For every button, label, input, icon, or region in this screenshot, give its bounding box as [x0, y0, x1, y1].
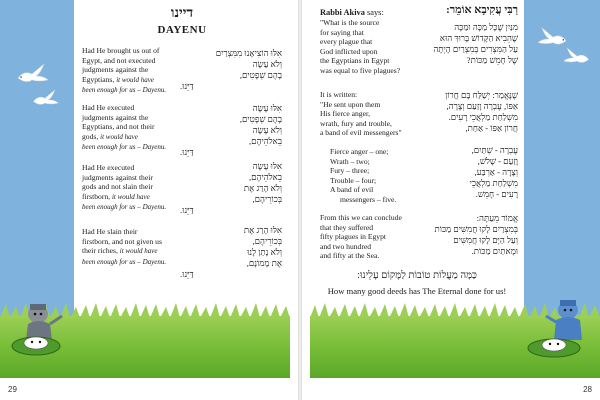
intro-english: "What is the source for saying that every plague that God inflicted upon the Egyptians in Egypt was equal to five plagues? — [320, 18, 401, 75]
right-page — [310, 0, 600, 400]
page-title: DAYENU — [157, 24, 207, 36]
speaker-heading-hebrew: רַבִּי עֲקִיבָא אוֹמֵר: — [446, 4, 518, 16]
stanza-english: Had He slain their firstborn, and not given us their riches, it would have been enough for us – Dayenu. — [82, 227, 167, 266]
book-gutter — [298, 0, 302, 400]
dove-icon — [562, 44, 592, 70]
stanza-english: Had He executed judgments against the Egyptians, and not their gods, it would have been enough for us – Dayenu. — [82, 103, 167, 152]
frog-icon — [10, 330, 62, 356]
conclusion-hebrew: אֱמוֹר מֵעַתָּה: בְּמִצְרַיִם לָקוּ חֲמִשִּׁים מַכּוֹת וְעַל הַיָּם לָקוּ חֲמִשִּׁים וּמָאתַיִם מַכּוֹת. — [434, 213, 518, 256]
page-number: 28 — [583, 385, 592, 394]
stanza-english: Had He brought us out of Egypt, and not executed judgments against the Egyptians, it would have been enough for us – Dayenu. — [82, 46, 167, 95]
page-title-hebrew: דיינו — [170, 6, 194, 21]
dove-icon — [30, 86, 60, 112]
stanza-hebrew: אִלּוּ עָשָׂה בֵאלֹהֵיהֶם, וְלֹא הָרַג אֶת בְּכוֹרֵיהֶם, דַּיֵּנוּ. — [180, 161, 282, 215]
footer-hebrew: כַּמָּה מַעֲלוֹת טוֹבוֹת לַמָּקוֹם עָלֵינוּ: — [357, 270, 477, 281]
frog-icon — [526, 332, 582, 358]
conclusion-english: From this we can conclude that they suffered fifty plagues in Egypt and two hundred and fifty at the Sea. — [320, 213, 402, 261]
verse-hebrew: שֶׁנֶּאֱמַר: יְשַׁלַּח בָּם חֲרוֹן אַפּוֹ, עֶבְרָה וָזַעַם וְצָרָה, מִשְׁלַחַת מַלְאֲכֵי רָעִים. חֲרוֹן אַפּוֹ - אַחַת, — [445, 90, 518, 133]
stanza-hebrew: אִלּוּ הָרַג אֶת בְּכוֹרֵיהֶם, וְלֹא נָתַן לָנוּ אֶת מָמוֹנָם, דַּיֵּנוּ. — [180, 225, 282, 279]
stanza-hebrew: אִלּוּ הוֹצִיאָנוּ מִמִּצְרַיִם וְלֹא עָשָׂה בָהֶם שְׁפָטִים, דַּיֵּנוּ. — [180, 48, 282, 91]
stanza-hebrew: אִלּוּ עָשָׂה בָהֶם שְׁפָטִים, וְלֹא עָשָׂה בֵאלֹהֵיהֶם, דַּיֵּנוּ. — [180, 103, 282, 157]
page-number: 29 — [8, 385, 17, 394]
stanza-english: Had He executed judgments against their gods and not slain their firstborn, it would have been enough for us – Dayenu. — [82, 163, 167, 212]
verse-english: It is written: "He sent upon them His fierce anger, wrath, fury and trouble, a band of evil messengers" — [320, 90, 402, 138]
footer-english: How many good deeds has The Eternal done for us! — [327, 286, 507, 296]
plague-list-english: Fierce anger – one; Wrath – two; Fury – three; Trouble – four; A band of evil messengers – five. — [330, 147, 397, 204]
speaker-heading: Rabbi Akiva says: — [320, 8, 384, 17]
intro-hebrew: מִנַּיִן שֶׁכָּל מַכָּה וּמַכָּה שֶׁהֵבִיא הַקָּדוֹשׁ בָּרוּךְ הוּא עַל הַמִּצְרִים בְּמִצְרַיִם הָיְתָה שֶׁל חָמֵשׁ מַכּוֹת? — [433, 22, 518, 65]
left-page — [0, 0, 290, 400]
plague-list-hebrew: עֶבְרָה - שְׁתַּיִם, וָזַעַם - שָׁלֹשׁ, וְצָרָה - אַרְבַּע, מִשְׁלַחַת מַלְאֲכֵי רָעִים - חָמֵשׁ. — [469, 145, 518, 199]
